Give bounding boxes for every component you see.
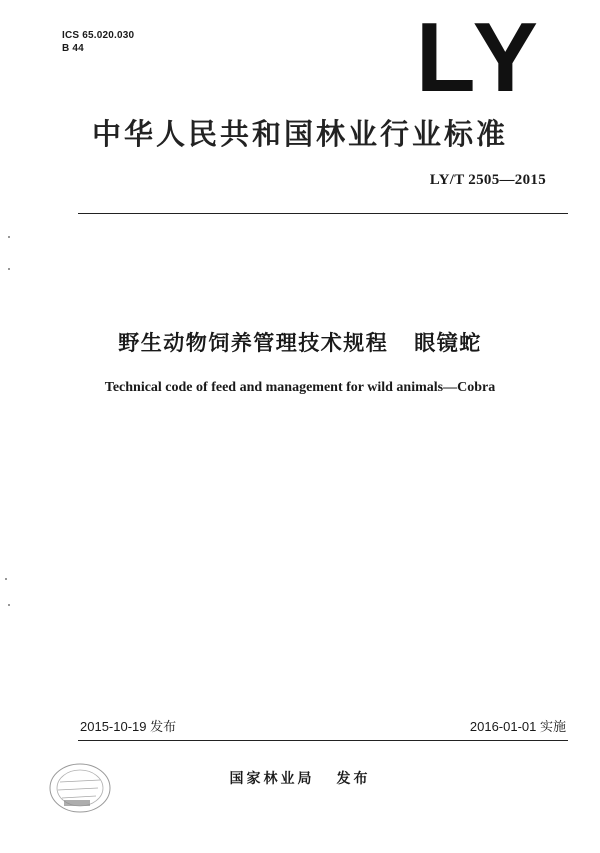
issuer-action: 发布 (336, 771, 371, 787)
ccs-code: B 44 (62, 43, 84, 54)
bottom-divider (78, 740, 568, 741)
standard-category-title: 中华人民共和国林业行业标准 (91, 117, 508, 151)
title-cn-main: 野生动物饲养管理技术规程 (118, 331, 389, 355)
scan-speck (8, 236, 10, 238)
title-cn-sub: 眼镜蛇 (414, 331, 482, 355)
issuer-name: 国家林业局 (229, 771, 315, 787)
standard-number: LY/T 2505—2015 (429, 172, 546, 188)
issue-date: 2015-10-19 发布 (80, 719, 177, 734)
implementation-date: 2016-01-01 实施 (469, 719, 566, 734)
top-divider (78, 213, 568, 214)
document-title-cn (0, 327, 600, 357)
document-title-en: Technical code of feed and management for wild animals—Cobra (104, 380, 496, 395)
standard-logo: LY (415, 2, 544, 112)
ics-code: ICS 65.020.030 (62, 30, 135, 41)
scan-speck (8, 268, 10, 270)
library-stamp-icon (48, 760, 112, 816)
scan-speck (5, 578, 7, 580)
scan-speck (8, 604, 10, 606)
